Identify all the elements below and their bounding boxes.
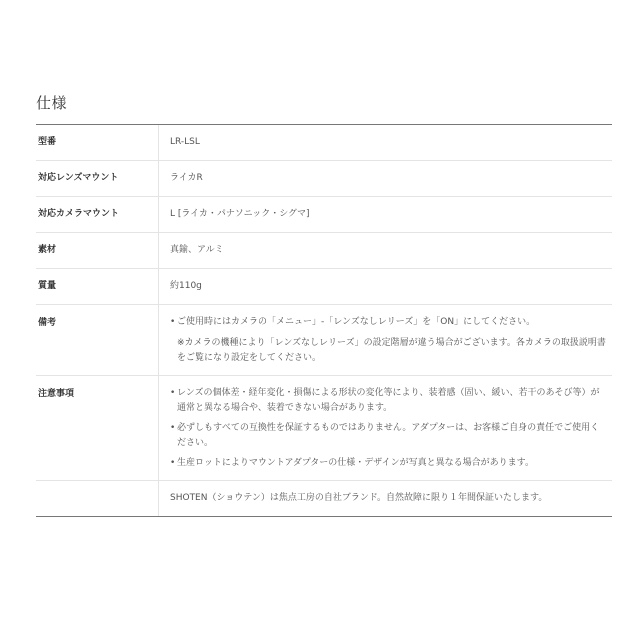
list-item: [170, 456, 608, 471]
spec-label-camera-mount: 対応カメラマウント: [36, 197, 159, 232]
remarks-bullet-text: ご使用時にはカメラの「メニュー」-「レンズなしレリーズ」を「ON」にしてください。: [177, 317, 536, 327]
spec-row-cautions: [36, 376, 612, 481]
spec-label-cautions: 注意事項: [36, 376, 159, 480]
bullet-dot: •: [170, 388, 176, 398]
spec-label-footer: [36, 481, 159, 516]
spec-label-lens-mount: 対応レンズマウント: [36, 161, 159, 196]
remarks-note: ※カメラの機種により「レンズなしレリーズ」の設定階層が違う場合がございます。各カメラの取扱説明書をご覧になり設定をしてください。: [177, 338, 606, 363]
spec-label-material: 素材: [36, 233, 159, 268]
list-item: [170, 386, 608, 416]
spec-row-model: [36, 125, 612, 161]
spec-value-model: LR-LSL: [170, 137, 200, 147]
spec-label-remarks: 備考: [36, 305, 159, 375]
list-item: [170, 315, 608, 330]
cautions-bullet-text: 生産ロットによりマウントアダプターの仕様・デザインが写真と異なる場合があります。: [177, 458, 534, 468]
spec-label-weight: 質量: [36, 269, 159, 304]
spec-row-camera-mount: [36, 197, 612, 233]
cautions-bullet-text: 必ずしもすべての互換性を保証するものではありません。アダプターは、お客様ご自身の責任でご使用ください。: [177, 423, 600, 448]
spec-value-remarks: [159, 305, 612, 375]
spec-value-weight: 約110g: [170, 281, 202, 291]
spec-table: [36, 124, 612, 517]
bullet-dot: •: [170, 423, 176, 433]
spec-row-weight: [36, 269, 612, 305]
spec-row-footer: [36, 481, 612, 516]
spec-value-camera-mount: L [ライカ・パナソニック・シグマ]: [170, 209, 310, 219]
spec-label-model: 型番: [36, 125, 159, 160]
spec-value-lens-mount: ライカR: [170, 173, 203, 183]
spec-row-material: [36, 233, 612, 269]
spec-value-material: 真鍮、アルミ: [170, 245, 224, 255]
bullet-dot: •: [170, 458, 176, 468]
bullet-dot: •: [170, 317, 176, 327]
list-item: [170, 421, 608, 451]
section-title: 仕様: [36, 94, 68, 112]
spec-row-remarks: [36, 305, 612, 376]
spec-row-lens-mount: [36, 161, 612, 197]
spec-value-cautions: [159, 376, 612, 480]
spec-value-footer: SHOTEN（ショウテン）は焦点工房の自社ブランド。自然故障に限り１年間保証いたします。: [170, 493, 548, 503]
cautions-bullet-text: レンズの個体差・経年変化・損傷による形状の変化等により、装着感（固い、緩い、若干のあそび等）が通常と異なる場合や、装着できない場合があります。: [177, 388, 600, 413]
